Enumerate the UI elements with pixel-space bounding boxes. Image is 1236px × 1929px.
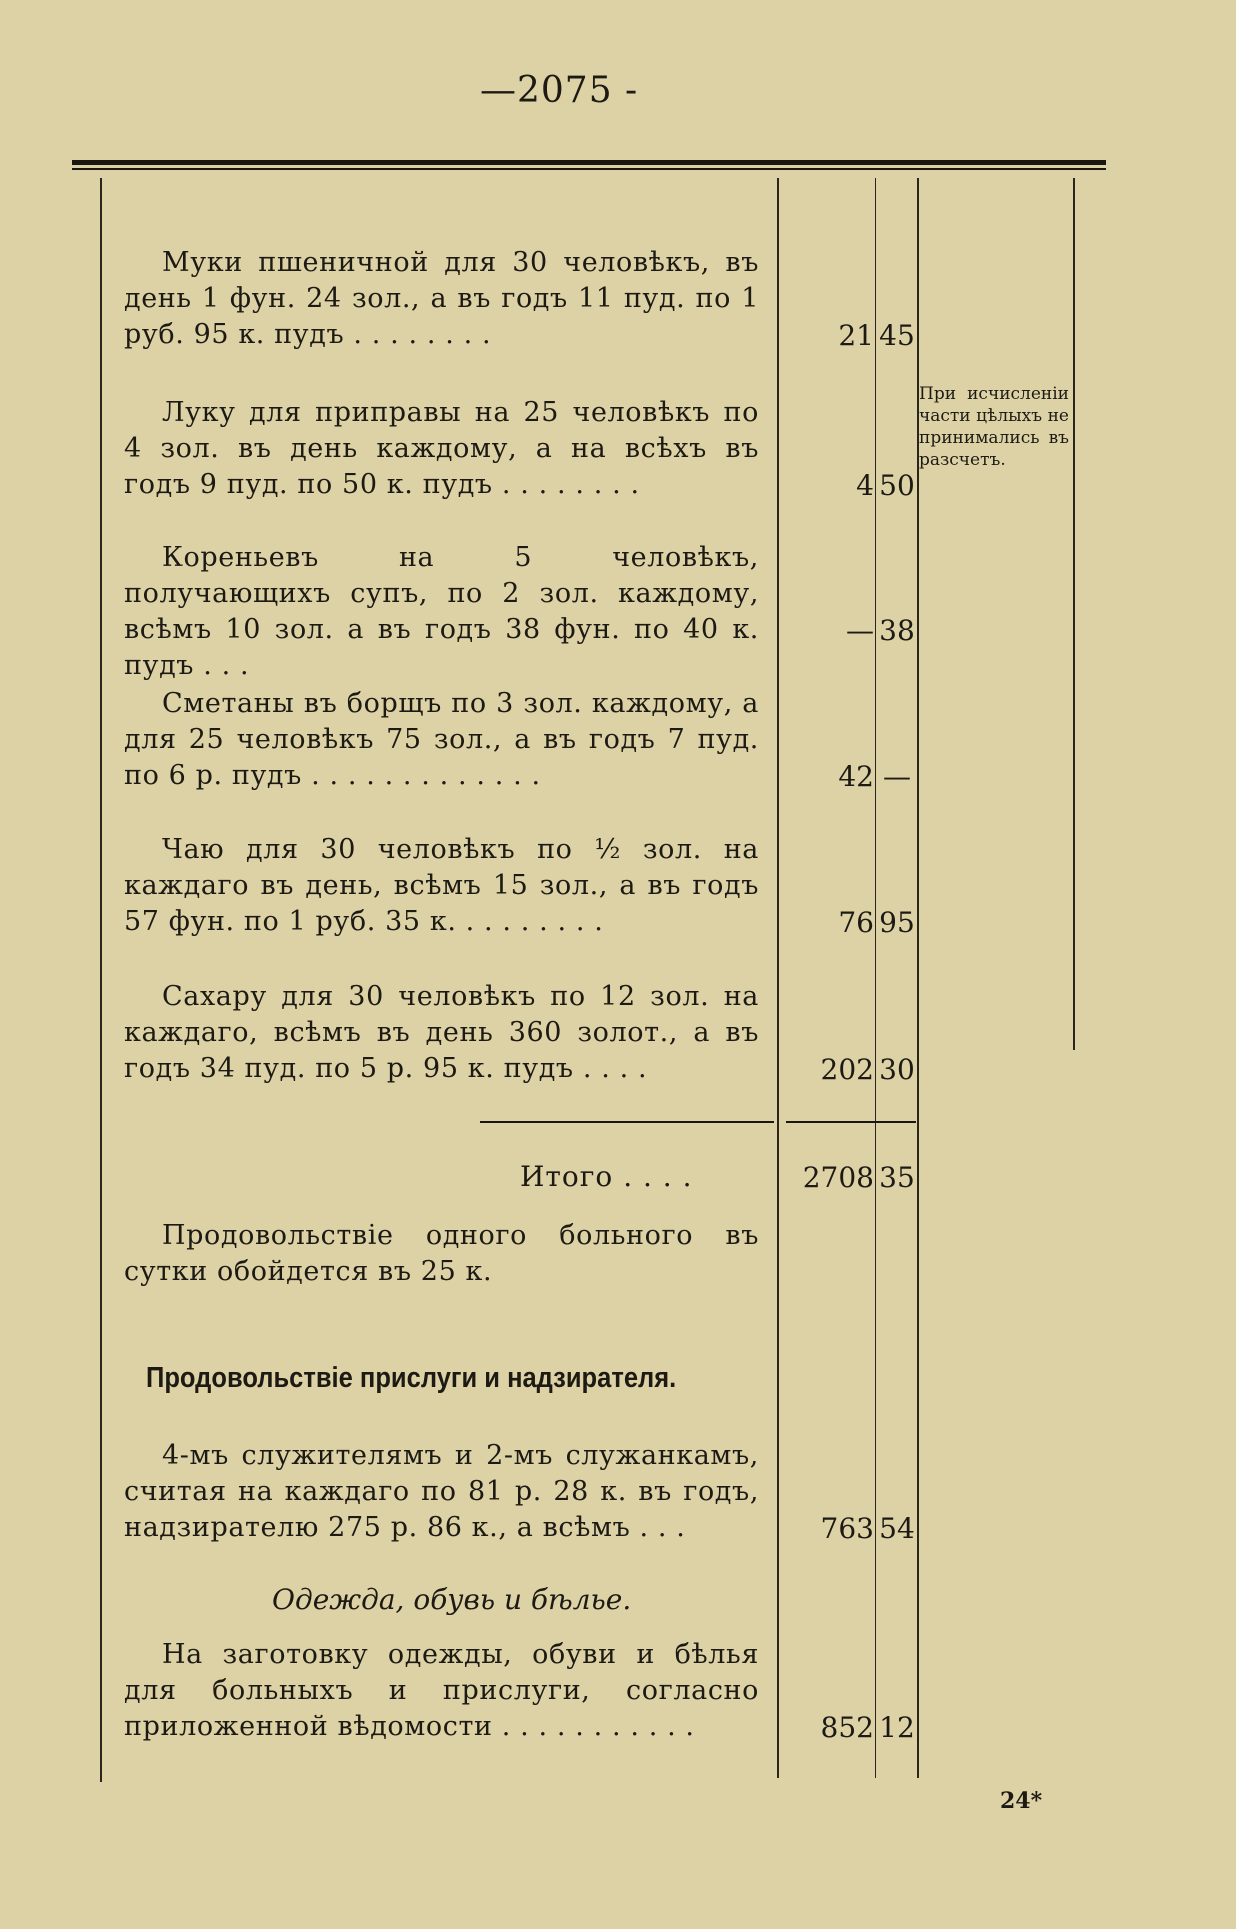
entry-tea-text: Чаю для 30 человѣкъ по ½ зол. на каждаго въ день, всѣмъ 15 зол., а въ годъ 57 фун. по 1 руб. 35 к. . . . . . . . . bbox=[124, 834, 759, 937]
entry-flour bbox=[124, 245, 759, 353]
entry-clothing-kopecks: 12 bbox=[879, 1711, 915, 1744]
total-kopecks: 35 bbox=[879, 1161, 915, 1194]
entry-onion bbox=[124, 395, 759, 503]
entry-roots-rubles: — bbox=[846, 614, 874, 647]
entry-staff-kopecks: 54 bbox=[879, 1512, 915, 1545]
entry-onion-kopecks: 50 bbox=[879, 469, 915, 502]
text-column-line bbox=[777, 178, 779, 1778]
entry-sour-cream-kopecks: — bbox=[883, 760, 911, 793]
top-rule-thin bbox=[72, 168, 1106, 170]
patient-daily-cost-text: Продовольствіе одного больного въ сутки обойдется въ 25 к. bbox=[124, 1220, 759, 1287]
entry-tea-rubles: 76 bbox=[838, 906, 874, 939]
heading-staff-provisions: Продовольствіе прислуги и надзирателя. bbox=[146, 1362, 677, 1394]
total-rubles: 2708 bbox=[802, 1161, 874, 1194]
entry-sour-cream-rubles: 42 bbox=[838, 760, 874, 793]
entry-sugar-rubles: 202 bbox=[820, 1053, 874, 1086]
entry-sour-cream bbox=[124, 686, 759, 794]
entry-sugar bbox=[124, 979, 759, 1087]
notes-column-line bbox=[1073, 178, 1075, 1050]
heading-clothing: Одежда, обувь и бѣлье. bbox=[272, 1583, 632, 1616]
sheet-signature: 24* bbox=[1000, 1788, 1043, 1814]
entry-sour-cream-text: Сметаны въ борщъ по 3 зол. каждому, а для 25 человѣкъ 75 зол., а въ годъ 7 пуд. по 6 р. пудъ . . . . . . . . . . . . . bbox=[124, 688, 759, 791]
entry-flour-text: Муки пшеничной для 30 человѣкъ, въ день 1 фун. 24 зол., а въ годъ 11 пуд. по 1 руб. 95 к. пудъ . . . . . . . . bbox=[124, 247, 759, 350]
page-number: —2075 - bbox=[480, 70, 639, 111]
entry-clothing-rubles: 852 bbox=[820, 1711, 874, 1744]
top-rule bbox=[72, 160, 1106, 165]
left-border-line bbox=[100, 178, 102, 1782]
entry-flour-rubles: 21 bbox=[838, 319, 874, 352]
entry-tea bbox=[124, 832, 759, 940]
entry-clothing bbox=[124, 1637, 759, 1745]
entry-staff bbox=[124, 1438, 759, 1546]
entry-flour-kopecks: 45 bbox=[879, 319, 915, 352]
rubles-column-line bbox=[875, 178, 876, 1778]
entry-onion-rubles: 4 bbox=[856, 469, 874, 502]
entry-staff-rubles: 763 bbox=[820, 1512, 874, 1545]
entry-roots bbox=[124, 540, 759, 684]
entry-sugar-kopecks: 30 bbox=[879, 1053, 915, 1086]
patient-daily-cost bbox=[124, 1218, 759, 1290]
total-label: Итого . . . . bbox=[520, 1160, 693, 1193]
entry-roots-kopecks: 38 bbox=[879, 614, 915, 647]
total-rule-amount bbox=[786, 1121, 916, 1123]
entry-tea-kopecks: 95 bbox=[879, 906, 915, 939]
entry-staff-text: 4-мъ служителямъ и 2-мъ служанкамъ, считая на каждаго по 81 р. 28 к. въ годъ, надзирателю 275 р. 86 к., а всѣмъ . . . bbox=[124, 1440, 759, 1543]
entry-onion-text: Луку для приправы на 25 человѣкъ по 4 зол. въ день каждому, а на всѣхъ въ годъ 9 пуд. по 50 к. пудъ . . . . . . . . bbox=[124, 397, 759, 500]
entry-clothing-text: На заготовку одежды, обуви и бѣлья для больныхъ и прислуги, согласно приложенной вѣдомости . . . . . . . . . . . bbox=[124, 1639, 759, 1742]
entry-roots-text: Кореньевъ на 5 человѣкъ, получающихъ супъ, по 2 зол. каждому, всѣмъ 10 зол. а въ годъ 38 фун. по 40 к. пудъ . . . bbox=[124, 542, 759, 681]
entry-sugar-text: Сахару для 30 человѣкъ по 12 зол. на каждаго, всѣмъ въ день 360 золот., а въ годъ 34 пуд. по 5 р. 95 к. пудъ . . . . bbox=[124, 981, 759, 1084]
total-rule-text bbox=[480, 1121, 774, 1123]
side-note: При исчисленіи части цѣлыхъ не принимались въ разсчетъ. bbox=[919, 384, 1069, 470]
